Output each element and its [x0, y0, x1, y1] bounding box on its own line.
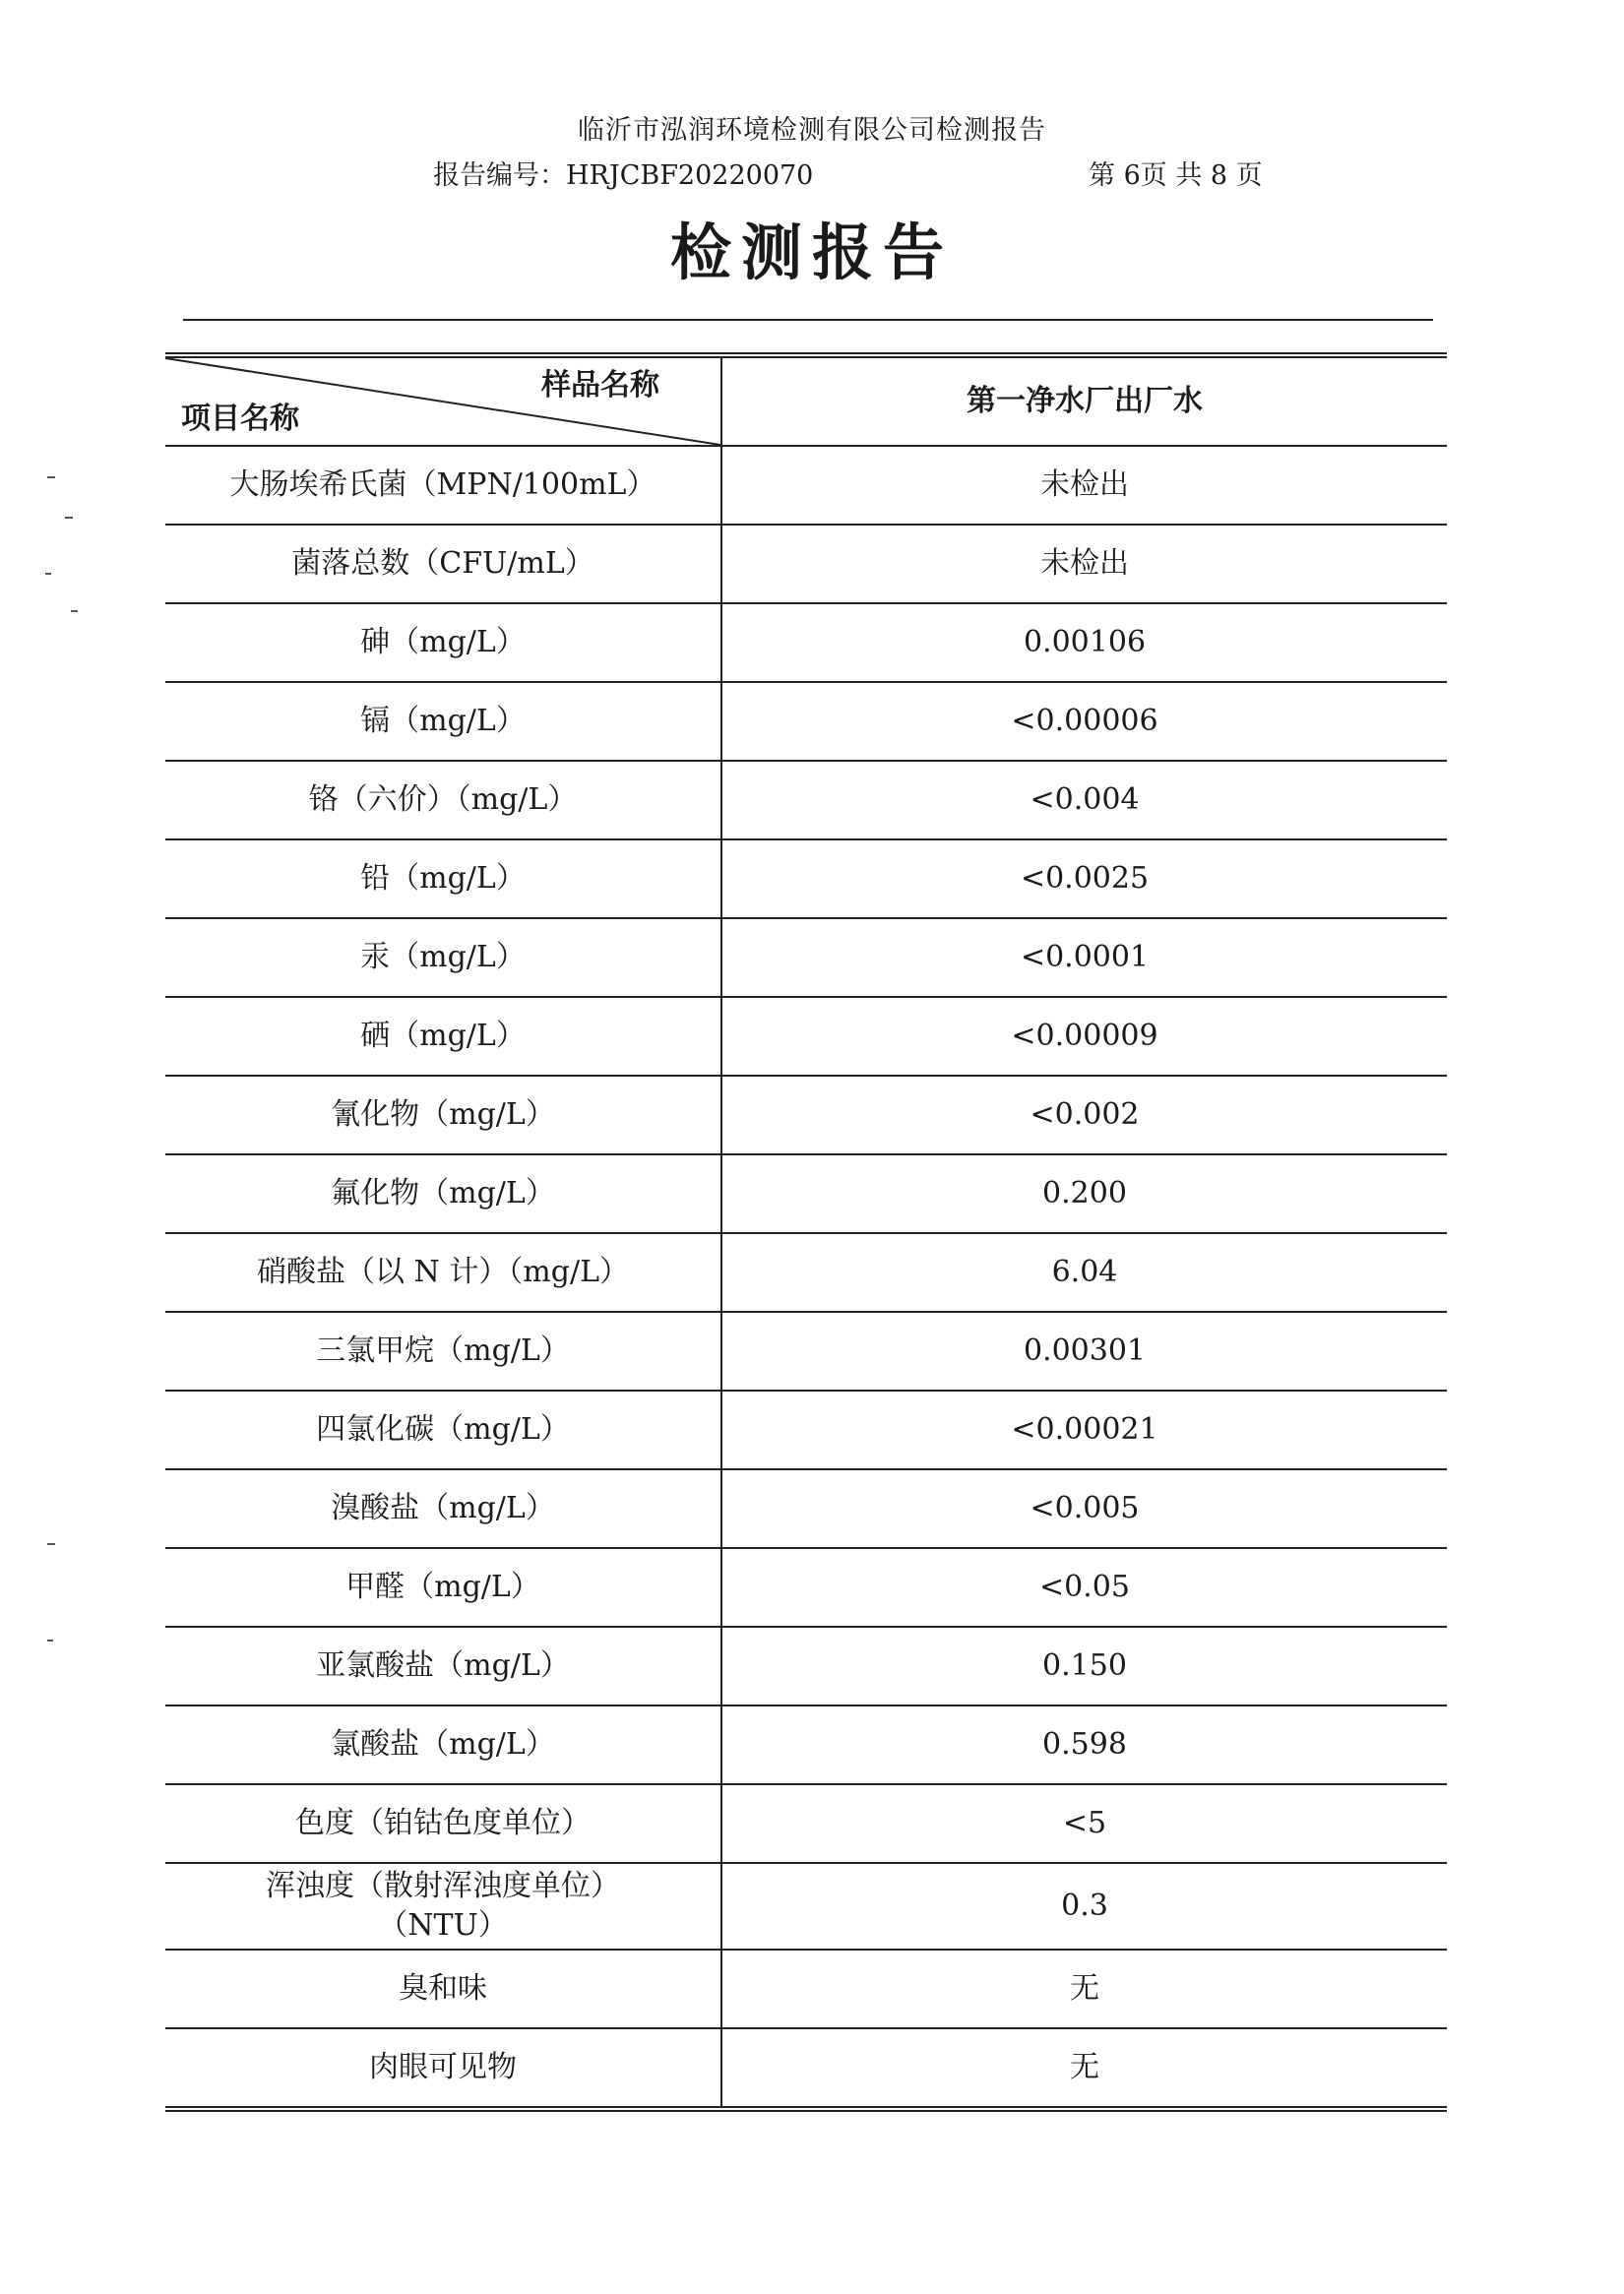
item-cell: 氰化物（mg/L）	[165, 1076, 721, 1154]
table-row	[165, 997, 1447, 1076]
value-cell: <0.00009	[721, 997, 1447, 1076]
table-row	[165, 1076, 1447, 1154]
table-row	[165, 1469, 1447, 1548]
scan-mark	[65, 517, 73, 519]
item-cell: 铅（mg/L）	[165, 839, 721, 918]
page-indicator: 第 6页 共 8 页	[1089, 160, 1263, 191]
value-cell: 未检出	[721, 446, 1447, 525]
value-cell: 无	[721, 1950, 1447, 2028]
item-cell: 铬（六价）（mg/L）	[165, 761, 721, 839]
report-number: 报告编号：HRJCBF20220070	[433, 160, 814, 191]
value-cell: <0.00006	[721, 682, 1447, 761]
diagonal-header-cell	[165, 355, 721, 446]
table-row	[165, 1950, 1447, 2028]
item-cell: 臭和味	[165, 1950, 721, 2028]
value-cell: 0.150	[721, 1627, 1447, 1705]
table-row	[165, 1627, 1447, 1705]
table-row	[165, 1233, 1447, 1312]
item-cell: 砷（mg/L）	[165, 603, 721, 682]
table-row	[165, 682, 1447, 761]
item-cell: 镉（mg/L）	[165, 682, 721, 761]
table-row	[165, 1784, 1447, 1863]
item-cell	[165, 1863, 721, 1950]
value-cell: <0.0001	[721, 918, 1447, 997]
item-name-label: 项目名称	[181, 401, 299, 436]
scan-mark	[71, 610, 78, 612]
table-row	[165, 525, 1447, 603]
item-cell: 氟化物（mg/L）	[165, 1154, 721, 1233]
item-cell: 菌落总数（CFU/mL）	[165, 525, 721, 603]
results-table	[165, 352, 1447, 2112]
table-row	[165, 1705, 1447, 1784]
table-row	[165, 761, 1447, 839]
table-row	[165, 1548, 1447, 1627]
table-row	[165, 2028, 1447, 2109]
value-cell: <0.05	[721, 1548, 1447, 1627]
item-cell: 氯酸盐（mg/L）	[165, 1705, 721, 1784]
table-row	[165, 1391, 1447, 1469]
value-cell: <0.002	[721, 1076, 1447, 1154]
item-cell: 色度（铂钴色度单位）	[165, 1784, 721, 1863]
value-cell: <0.0025	[721, 839, 1447, 918]
document-title: 检测报告	[669, 217, 954, 288]
item-cell: 三氯甲烷（mg/L）	[165, 1312, 721, 1391]
scan-mark	[47, 476, 55, 478]
item-cell: 大肠埃希氏菌（MPN/100mL）	[165, 446, 721, 525]
sample-name-header: 第一净水厂出厂水	[721, 355, 1447, 446]
value-cell: 0.00301	[721, 1312, 1447, 1391]
value-cell: 0.598	[721, 1705, 1447, 1784]
value-cell: <5	[721, 1784, 1447, 1863]
item-cell: 肉眼可见物	[165, 2028, 721, 2109]
table-row	[165, 918, 1447, 997]
table-row	[165, 1312, 1447, 1391]
value-cell: 未检出	[721, 525, 1447, 603]
table-row	[165, 1154, 1447, 1233]
item-cell: 汞（mg/L）	[165, 918, 721, 997]
value-cell: 无	[1070, 2049, 1099, 2084]
header-divider	[183, 319, 1433, 321]
value-cell: <0.00021	[721, 1391, 1447, 1469]
table-header-row	[165, 355, 1447, 446]
item-cell: 四氯化碳（mg/L）	[165, 1391, 721, 1469]
item-cell: 硝酸盐（以 N 计）（mg/L）	[165, 1233, 721, 1312]
scan-mark	[47, 1543, 55, 1545]
table-row	[165, 1863, 1447, 1950]
table-row	[165, 603, 1447, 682]
item-cell: 溴酸盐（mg/L）	[165, 1469, 721, 1548]
item-cell-line: 浑浊度（散射浑浊度单位）	[266, 1868, 620, 1903]
table-row	[165, 839, 1447, 918]
value-cell: 0.200	[721, 1154, 1447, 1233]
scan-mark	[45, 573, 51, 575]
item-cell: 硒（mg/L）	[165, 997, 721, 1076]
item-cell-line: （NTU）	[378, 1908, 508, 1943]
value-cell: <0.005	[721, 1469, 1447, 1548]
value-cell: 0.3	[721, 1863, 1447, 1950]
scan-mark	[47, 1640, 53, 1642]
value-cell: 6.04	[721, 1233, 1447, 1312]
company-report-header: 临沂市泓润环境检测有限公司检测报告	[578, 115, 1046, 146]
table-row	[165, 446, 1447, 525]
value-cell: 0.00106	[721, 603, 1447, 682]
item-cell: 甲醛（mg/L）	[165, 1548, 721, 1627]
item-cell: 亚氯酸盐（mg/L）	[165, 1627, 721, 1705]
sample-name-label: 样品名称	[541, 368, 659, 403]
value-cell: <0.004	[721, 761, 1447, 839]
